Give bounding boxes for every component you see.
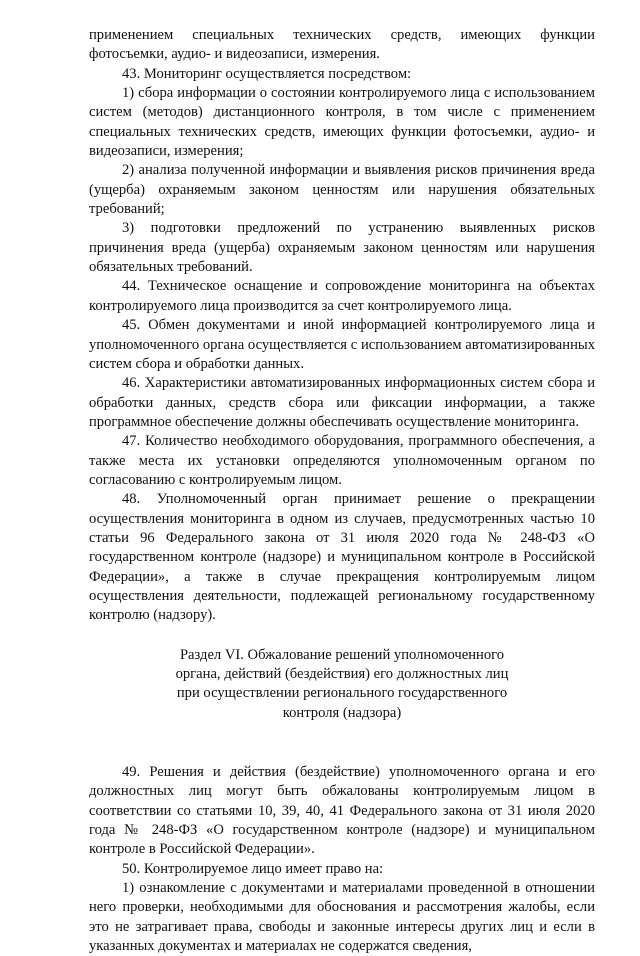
paragraph-43-item-2: 2) анализа полученной информации и выявления рисков причинения вреда (ущерба) охраняемым законом ценностям или нарушения обязательных требований; [89,162,595,218]
paragraph-50-item-1: 1) ознакомление с документами и материалами проведенной в отношении него проверки, необходимыми для обоснования и рассмотрения жалобы, если это не затрагивает права, свободы и законные интересы других лиц и если в указанных документах и материалах не содержатся сведения, [89,880,595,955]
paragraph-46: 46. Характеристики автоматизированных информационных систем сбора и обработки данных, средств сбора или фиксации информации, а также программное обеспечение должны обеспечивать осуществление мониторинга. [89,375,595,430]
document-page [89,26,595,956]
paragraph-48: 48. Уполномоченный орган принимает решение о прекращении осуществления мониторинга в одном из случаев, предусмотренных частью 10 статьи 96 Федерального закона от 31 июля 2020 года № 248-ФЗ «О государственном контроле (надзоре) и муниципальном контроле в Российской Федерации», а также в случае прекращения контролируемым лицом осуществления деятельности, подлежащей региональному государственному контролю (надзору). [89,491,595,624]
paragraph-43: 43. Мониторинг осуществляется посредством: [122,65,412,82]
paragraph-47: 47. Количество необходимого оборудования, программного обеспечения, а также места их установки определяются уполномоченным органом по согласованию с контролируемым лицом. [89,433,595,488]
paragraph-49: 49. Решения и действия (бездействие) уполномоченного органа и его должностных лиц могут быть обжалованы контролируемым лицом в соответствии со статьями 10, 39, 40, 41 Федерального закона от 31 июля 2020 года № 248-ФЗ «О государственном контроле (надзоре) и муниципальном контроле в Российской Федерации». [89,764,595,858]
section-heading-line: при осуществлении регионального государственного [176,685,508,702]
paragraph-50: 50. Контролируемое лицо имеет право на: [122,860,384,877]
section-heading-line: органа, действий (бездействия) его должностных лиц [175,666,509,682]
paragraph-45: 45. Обмен документами и иной информацией контролируемого лица и уполномоченного органа осуществляется с использованием автоматизированных систем сбора и обработки данных. [89,317,595,372]
paragraph-43-item-3: 3) подготовки предложений по устранению выявленных рисков причинения вреда (ущерба) охраняемым законом ценностям или нарушения обязательных требований. [89,220,595,276]
section-heading-line: контроля (надзора) [282,704,402,721]
section-heading-line: Раздел VI. Обжалование решений уполномоченного [179,646,505,663]
paragraph-44: 44. Техническое оснащение и сопровождение мониторинга на объектах контролируемого лица производится за счет контролируемого лица. [89,278,595,314]
paragraph-43-item-1: 1) сбора информации о состоянии контролируемого лица с использованием систем (методов) дистанционного контроля, в том числе с применением специальных технических средств, имеющих функции фотосъемки, аудио- и видеозаписи, измерения; [89,85,595,160]
paragraph-continuation: применением специальных технических средств, имеющих функции фотосъемки, аудио- и видеозаписи, измерения. [89,27,595,63]
section-heading [162,646,522,723]
